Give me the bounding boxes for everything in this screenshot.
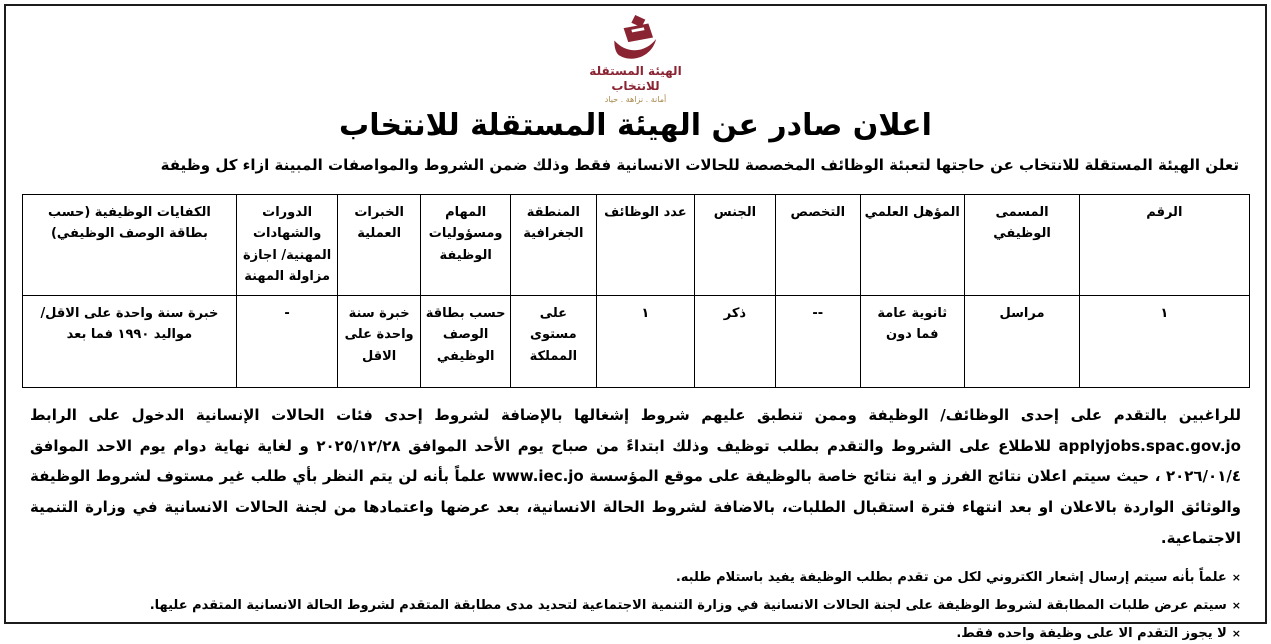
cell-courses-certificates: -: [237, 295, 338, 387]
note-item-2: [30, 596, 1241, 616]
header-competencies: الكفايات الوظيفية (حسب بطاقة الوصف الوظيفي): [22, 195, 237, 296]
x-bullet-icon: ×: [1231, 626, 1241, 640]
announcement-document: [4, 4, 1267, 641]
footer-notes: [6, 568, 1265, 644]
note-text-1: علماً بأنه سيتم إرسال إشعار الكتروني لكل من تقدم بطلب الوظيفة يفيد باستلام طلبه.: [675, 569, 1227, 585]
note-item-1: [30, 568, 1241, 588]
note-text-2: سيتم عرض طلبات المطابقة لشروط الوظيفة على لجنة الحالات الانسانية في وزارة التنمية الاجتماعية لتحديد مدى مطابقة المتقدم لشروط الحالة الانسانية المتقدم عليها.: [149, 597, 1227, 613]
cell-geographic-area: على مستوى المملكة: [510, 295, 596, 387]
header-courses-certificates: الدورات والشهادات المهنية/ اجازة مزاولة المهنة: [237, 195, 338, 296]
table-row: [22, 295, 1249, 387]
application-instructions-paragraph: للراغبين بالتقدم على إحدى الوظائف/ الوظيفة وممن تنطبق عليهم شروط إشغالها بالإضافة لشروط إحدى فئات الحالات الإنسانية الدخول على الرابط applyjobs.spac.gov.jo للاطلاع على الشروط والتقدم بطلب توظيف وذلك ابتداءً من صباح يوم الأحد الموافق ٢٠٢٥/١٢/٢٨ و لغاية نهاية دوام يوم الاحد الموافق ٢٠٢٦/٠١/٤ ، حيث سيتم اعلان نتائج الفرز و اية نتائج خاصة بالوظيفة على موقع المؤسسة www.iec.jo علماً بأنه لن يتم النظر بأي طلب غير مستوف لشروط الوظيفة والوثائق الواردة بالاعلان او بعد انتهاء فترة استقبال الطلبات، بالاضافة لشروط الحالة الانسانية، بعد عرضها واعتمادها من لجنة الحالات الانسانية في وزارة التنمية الاجتماعية.: [30, 405, 1241, 547]
header-gender: الجنس: [694, 195, 775, 296]
note-text-3: لا يجوز التقدم الا على وظيفة واحده فقط.: [956, 625, 1227, 641]
jobs-table: [22, 194, 1250, 388]
header-job-title: المسمى الوظيفي: [964, 195, 1079, 296]
header-geographic-area: المنطقة الجغرافية: [510, 195, 596, 296]
logo-org-name-line2: للانتخاب: [611, 79, 660, 93]
cell-duties: حسب بطاقة الوصف الوظيفي: [421, 295, 511, 387]
cell-experience: خبرة سنة واحدة على الاقل: [337, 295, 420, 387]
cell-vacancies-count: ١: [596, 295, 694, 387]
x-bullet-icon: ×: [1231, 598, 1241, 612]
note-item-3: [30, 624, 1241, 644]
header-specialization: التخصص: [775, 195, 860, 296]
cell-number: ١: [1080, 295, 1249, 387]
header-qualification: المؤهل العلمي: [860, 195, 964, 296]
cell-qualification: ثانوية عامة فما دون: [860, 295, 964, 387]
table-header-row: [22, 195, 1249, 296]
x-bullet-icon: ×: [1231, 570, 1241, 584]
header-number: الرقم: [1080, 195, 1249, 296]
cell-job-title: مراسل: [964, 295, 1079, 387]
header-vacancies-count: عدد الوظائف: [596, 195, 694, 296]
commission-logo: [6, 14, 1265, 104]
page-title: اعلان صادر عن الهيئة المستقلة للانتخاب: [339, 108, 932, 143]
page-subtitle: تعلن الهيئة المستقلة للانتخاب عن حاجتها لتعبئة الوظائف المخصصة للحالات الانسانية فقط وذلك ضمن الشروط والمواصفات المبينة ازاء كل وظيفة: [160, 156, 1239, 174]
header-experience: الخبرات العملية: [337, 195, 420, 296]
ballot-box-icon: [605, 14, 667, 64]
logo-org-name-line1: الهيئة المستقلة: [589, 64, 682, 78]
header-duties: المهام ومسؤوليات الوظيفة: [421, 195, 511, 296]
cell-specialization: --: [775, 295, 860, 387]
cell-competencies: خبرة سنة واحدة على الاقل/ مواليد ١٩٩٠ فما بعد: [22, 295, 237, 387]
logo-tagline: أمانة . نزاهة . حياد: [604, 95, 667, 104]
cell-gender: ذكر: [694, 295, 775, 387]
